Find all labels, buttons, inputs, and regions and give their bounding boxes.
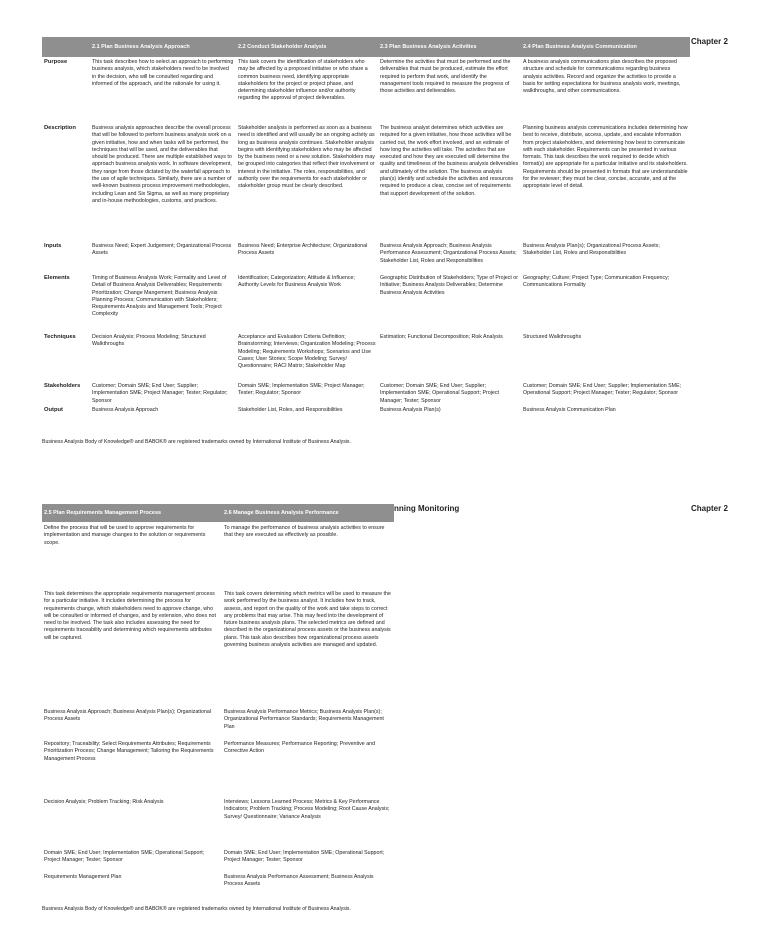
row-label-inputs: Inputs (44, 243, 62, 249)
table-cell: Business Analysis Communication Plan (523, 407, 616, 413)
table-header-row (42, 504, 394, 522)
table-cell: Business analysis approaches describe the overall process that will be followed to perform business analysis work on a given initiative, how and when tasks will be performed, the techniques that will be used, and the deliverables that should be produced. There are multiple established ways to approach business analysis work. In software development, they range from those dictated by the waterfall approach to the use of agile techniques. Similarly, there are a number of well-known business process improvement methodologies, including Lean and Six Sigma, as well as many proprietary and in-house methodologies, customs, and practices. (92, 125, 232, 204)
table-cell: Repository; Traceability; Select Requirements Attributes; Requirements Prioritization Process; Change Management; Tailoring the Requirements Management Process (44, 741, 214, 762)
table-cell: Geography; Culture; Project Type; Communication Frequency; Communications Formality (523, 275, 670, 289)
table-cell: Customer; Domain SME; End User; Supplier; Implementation SME; Operational Support; Project Manager; Tester; Regulator; Sponsor (523, 383, 682, 397)
table-cell: Domain SME; End User; Implementation SME; Operational Support; Project Manager; Tester; Sponsor (224, 850, 385, 864)
table-cell: This task covers determining which metrics will be used to measure the work performed by the business analyst. It includes how to track, assess, and report on the quality of the work and take steps to correct any problems that may arise. This may feed into the development of future business analysis plans. The selected metrics are defined and described in the organizational process assets or the business analysis plans. This task also describes how organizational process assets governing business analysis activities are managed and updated. (224, 591, 391, 649)
table-cell: Business Analysis Approach; Business Analysis Performance Assessment; Organizational Process Assets; Stakeholder List, Roles and Responsibilities (380, 243, 517, 264)
table-cell: Business Analysis Plan(s) (380, 407, 441, 413)
table-cell: This task covers the identification of stakeholders who may be affected by a proposed initiative or who share a common business need, identifying appropriate stakeholders for the project or project phase, and determining stakeholder influence and/or authority regarding the approval of project deliverables. (238, 59, 368, 102)
table-cell: Business Need; Expert Judgement; Organizational Process Assets (92, 243, 232, 257)
row-label-elements: Elements (44, 275, 70, 281)
table-cell: Requirements Management Plan (44, 874, 122, 880)
trademark-footer: Business Analysis Body of Knowledge® and BABOK® are registered trademarks owned by International Institute of Business Analysis. (42, 439, 351, 445)
table-cell: This task determines the appropriate requirements management process for a particular initiative. It includes determining the process for requirements change, which stakeholders need to approve change, who will be consulted or informed of changes, and by extension, who does not need to be involved. The task also includes assessing the need for requirements traceability and determining which requirements attributes will be captured. (44, 591, 216, 641)
table-cell: Business Analysis Performance Assessment; Business Analysis Process Assets (224, 874, 374, 888)
table-cell: Estimation; Functional Decomposition; Risk Analysis (380, 334, 503, 340)
table-cell: Identification; Categorization; Attitude & Influence; Authority Levels for Business Analysis Work (238, 275, 355, 289)
table-cell: This task describes how to select an approach to performing business analysis, which stakeholders need to be involved in the decision, who will be consulted regarding and informed of the approach, and the rationale for using it. (92, 59, 234, 87)
row-label-techniques: Techniques (44, 334, 76, 340)
trademark-footer: Business Analysis Body of Knowledge® and BABOK® are registered trademarks owned by International Institute of Business Analysis. (42, 906, 351, 912)
table-cell: Domain SME; End User; Implementation SME; Operational Support; Project Manager; Tester; Sponsor (44, 850, 205, 864)
column-header-2-1: 2.1 Plan Business Analysis Approach (92, 44, 190, 50)
row-label-stakeholders: Stakeholders (44, 383, 81, 389)
table-cell: Performance Measures; Performance Reporting; Preventive and Corrective Action (224, 741, 376, 755)
chapter-label: Chapter 2 (691, 504, 728, 513)
table-header-row (42, 37, 690, 57)
table-cell: Business Need; Enterprise Architecture; Organizational Process Assets (238, 243, 368, 257)
table-cell: Timing of Business Analysis Work; Formality and Level of Detail of Business Analysis Deliverables; Requirements Prioritization; Change Mangement; Business Analysis Planning Process; Communication with Stakeholders; Requirements Analysis and Management Tools; Project Complexity (92, 275, 227, 318)
chapter-label: Chapter 2 (691, 37, 728, 46)
table-cell: Planning business analysis communications includes determining how best to receive, distribute, access, update, and escalate information from project stakeholders, and determining how best to communicate with each stakeholder. Requirements can be presented in various formats. This task describes the work required to decide which format(s) are appropriate for a particular initiative and its stakeholders. Requirements should be presented in formats that are understandable for the reviewer; they must be clear, concise, accurate, and at the appropriate level of detail. (523, 125, 688, 190)
column-header-2-2: 2.2 Conduct Stakeholder Analysis (238, 44, 327, 50)
table-cell: Business Analysis Approach (92, 407, 159, 413)
table-cell: The business analyst determines which activities are required for a given initiative, how those activities will be carried out, the work effort involved, and an estimate of how long the activities will take. The activities that are executed and how they are executed will determine the quality and timeliness of the business analysis deliverables and ultimately of the solution. The business analysis plan(s) identify and schedule the activities and resources required to produce a clear, concise set of requirements that support development of the solution. (380, 125, 519, 197)
overflow-title: nning Monitoring (394, 504, 460, 513)
table-cell: Define the process that will be used to approve requirements for implementation and manage changes to the solution or requirements scope. (44, 525, 206, 546)
table-cell: Stakeholder List, Roles, and Responsibilities (238, 407, 343, 413)
column-header-2-6: 2.6 Manage Business Analysis Performance (224, 510, 339, 516)
column-header-2-4: 2.4 Plan Business Analysis Communication (523, 44, 637, 50)
column-header-2-3: 2.3 Plan Business Analysis Activities (380, 44, 477, 50)
table-cell: Structured Walkthroughs (523, 334, 582, 340)
table-cell: A business analysis communications plan describes the proposed structure and schedule for communications regarding business analysis activities. Record and organize the activities to provide a basis for setting expectations for business analysis work, meetings, walkthroughs, and other communications. (523, 59, 681, 95)
table-cell: Decision Analysis; Problem Tracking; Risk Analysis (44, 799, 164, 805)
table-cell: To manage the performance of business analysis activities to ensure that they are executed as effectively as possible. (224, 525, 385, 539)
table-cell: Customer; Domain SME; End User; Supplier; Implementation SME; Operational Support; Project Manager; Tester; Sponsor (380, 383, 499, 404)
table-cell: Business Analysis Approach; Business Analysis Plan(s); Organizational Process Assets (44, 709, 211, 723)
table-cell: Determine the activities that must be performed and the deliverables that must be produced, estimate the effort required to perform that work, and identify the management tools required to measure the progress of those activities and deliverables. (380, 59, 511, 95)
table-cell: Customer; Domain SME; End User; Supplier; Implementation SME; Project Manager; Tester; Regulator; Sponsor (92, 383, 228, 404)
table-cell: Acceptance and Evaluation Criteria Definition; Brainstorming; Interviews; Organization Modeling; Process Modeling; Requirements Workshops; Scenarios and Use Cases; User Stories; Scope Modeling; Survey/ Questionnaire; RACI Matrix; Stakeholder Map (238, 334, 376, 370)
table-cell: Business Analysis Plan(s); Organizational Process Assets; Stakeholder List, Roles and Responsibilities (523, 243, 660, 257)
table-cell: Stakeholder analysis is performed as soon as a business need is identified and will usually be an ongoing activity as long as business analysis continues. Stakeholder analysis begins with identifying stakeholders who may be affected by the business need or a new solution. Stakeholders may be grouped into categories that reflect their involvement or interest in the initiative. The roles, responsibilities, and authority over the requirements for each stakeholder or stakeholder group must be clearly described. (238, 125, 375, 190)
table-cell: Geographic Distribution of Stakeholders; Type of Project or Initiative; Business Analysis Deliverables; Determine Business Analysis Activities (380, 275, 518, 296)
table-cell: Decision Analysis; Process Modeling; Structured Walkthroughs (92, 334, 206, 348)
row-label-output: Output (44, 407, 63, 413)
row-label-description: Description (44, 125, 76, 131)
row-label-purpose: Purpose (44, 59, 68, 65)
column-header-2-5: 2.5 Plan Requirements Management Process (44, 510, 162, 516)
table-cell: Interviews; Lessons Learned Process; Metrics & Key Performance Indicators; Problem Tracking; Process Modeling; Root Cause Analysis; Survey/ Questionnaire; Variance Analysis (224, 799, 390, 820)
table-cell: Domain SME; Implementation SME; Project Manager; Tester; Regulator; Sponsor (238, 383, 365, 397)
table-cell: Business Analysis Performance Metrics; Business Analysis Plan(s); Organizational Performance Standards; Requirements Management Plan (224, 709, 384, 730)
